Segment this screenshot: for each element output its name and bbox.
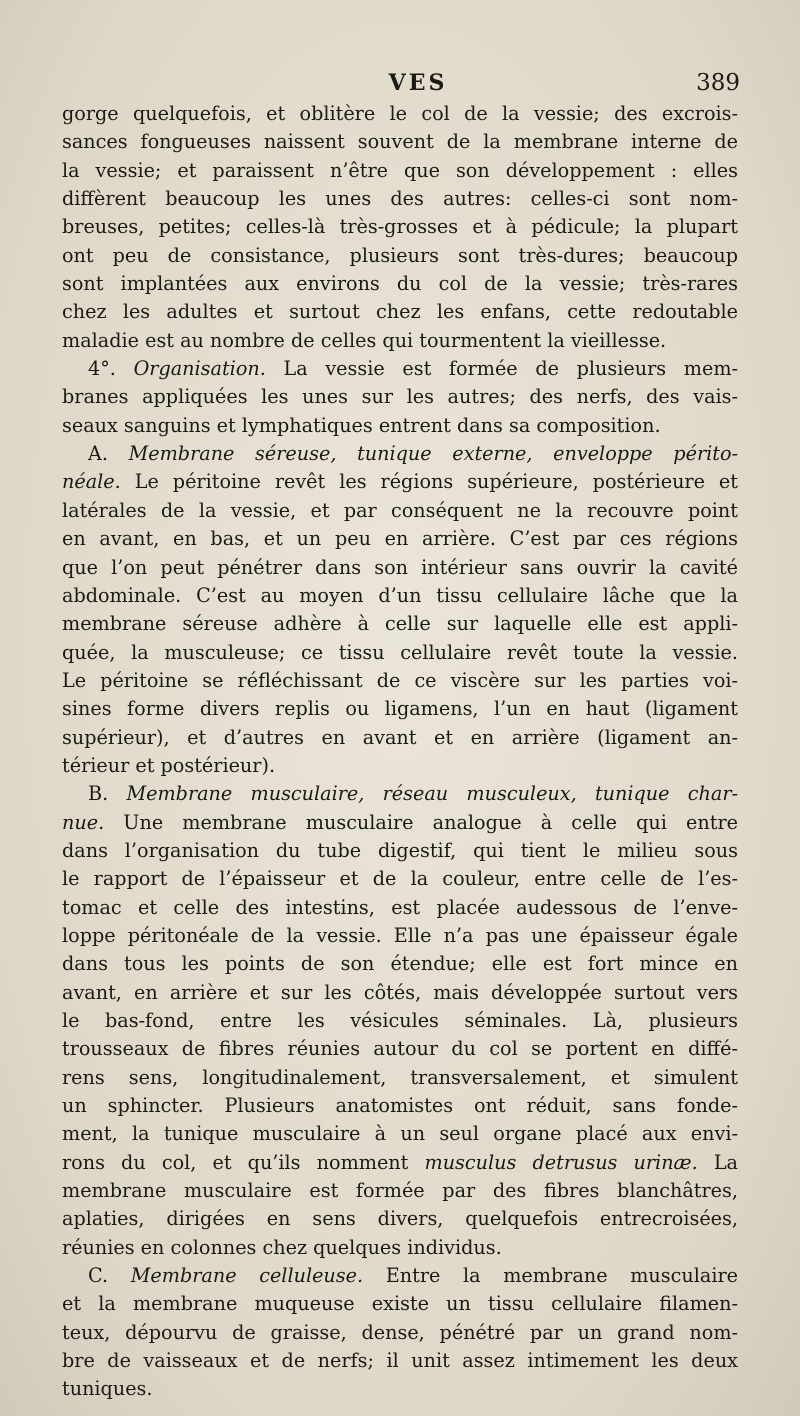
text-segment: ont peu de consistance, plusieurs sont très-dures; beaucoup <box>62 243 738 267</box>
text-line <box>62 213 738 241</box>
text-line <box>62 185 738 213</box>
text-line <box>62 1234 738 1262</box>
text-line <box>62 950 738 978</box>
text-line <box>62 440 738 468</box>
text-line <box>62 327 738 355</box>
text-line <box>62 298 738 326</box>
text-line <box>62 1375 738 1403</box>
text-segment: gorge quelquefois, et oblitère le col de la vessie; des excrois- <box>62 102 738 125</box>
text-segment: sances fongueuses naissent souvent de la membrane interne de <box>62 130 738 154</box>
text-segment: dans tous les points de son étendue; elle est fort mince en <box>62 952 738 976</box>
text-segment: C. <box>88 1264 131 1288</box>
text-segment: Le péritoine revêt les régions supérieure, postérieure et <box>120 470 738 494</box>
text-segment: ment, la tunique musculaire à un seul organe placé aux envi- <box>62 1122 738 1146</box>
text-segment: chez les adultes et surtout chez les enfans, cette redoutable <box>62 300 738 324</box>
text-segment: sines forme divers replis ou ligamens, l’un en haut (ligament <box>62 697 738 721</box>
text-segment: seaux sanguins et lymphatiques entrent dans sa composition. <box>62 413 661 437</box>
text-segment: et la membrane muqueuse existe un tissu cellulaire filamen- <box>62 1292 738 1316</box>
text-line <box>62 979 738 1007</box>
text-line <box>62 554 738 582</box>
text-line <box>62 1064 738 1092</box>
text-segment: Une membrane musculaire analogue à celle qui entre <box>104 810 738 834</box>
text-segment: 4°. <box>88 357 134 381</box>
text-segment: le bas-fond, entre les vésicules séminales. Là, plusieurs <box>62 1009 738 1032</box>
text-segment: trousseaux de fibres réunies autour du col se portent en diffé- <box>62 1037 738 1061</box>
text-segment: abdominale. C’est au moyen d’un tissu cellulaire lâche que la <box>62 583 738 607</box>
text-segment: que l’on peut pénétrer dans son intérieur sans ouvrir la cavité <box>62 555 738 579</box>
text-segment: en avant, en bas, et un peu en arrière. C’est par ces régions <box>62 527 738 551</box>
text-line <box>62 157 738 185</box>
body-text <box>62 100 738 1404</box>
text-segment: sont implantées aux environs du col de la vessie; très-rares <box>62 272 738 296</box>
text-line <box>62 1262 738 1290</box>
text-segment: B. <box>88 782 127 806</box>
text-line <box>62 270 738 298</box>
text-segment: diffèrent beaucoup les unes des autres: celles-ci sont nom- <box>62 187 738 211</box>
text-line <box>62 1092 738 1120</box>
text-line <box>62 525 738 553</box>
text-segment: aplaties, dirigées en sens divers, quelquefois entrecroisées, <box>62 1207 738 1231</box>
text-segment: breuses, petites; celles-là très-grosses et à pédicule; la plupart <box>62 215 738 239</box>
text-segment: tuniques. <box>62 1377 153 1401</box>
text-segment: la vessie; et paraissent n’être que son développement : elles <box>62 158 738 182</box>
text-line <box>62 610 738 638</box>
text-line <box>62 667 738 695</box>
text-line <box>62 355 738 383</box>
text-line <box>62 752 738 780</box>
text-line <box>62 582 738 610</box>
text-segment: rens sens, longitudinalement, transversalement, et simulent <box>62 1065 738 1089</box>
text-line <box>62 100 738 128</box>
italic-text: Membrane séreuse, tunique externe, enveloppe périto- <box>128 442 738 466</box>
text-line <box>62 1347 738 1375</box>
text-line <box>62 1149 738 1177</box>
italic-text: nue. <box>62 810 105 834</box>
text-line <box>62 724 738 752</box>
text-segment: quée, la musculeuse; ce tissu cellulaire revêt toute la vessie. <box>62 640 738 664</box>
text-line <box>62 1120 738 1148</box>
text-line <box>62 837 738 865</box>
page-header <box>60 70 740 102</box>
italic-text: Membrane celluleuse. <box>130 1264 364 1288</box>
text-line <box>62 1205 738 1233</box>
text-segment: avant, en arrière et sur les côtés, mais développée surtout vers <box>62 980 738 1004</box>
text-line <box>62 242 738 270</box>
text-line <box>62 1177 738 1205</box>
text-segment: La <box>697 1150 738 1174</box>
italic-text: musculus detrusus urinæ. <box>424 1150 698 1174</box>
text-segment: dans l’organisation du tube digestif, qui tient le milieu sous <box>62 838 738 862</box>
text-line <box>62 497 738 525</box>
text-segment: maladie est au nombre de celles qui tourmentent la vieillesse. <box>62 328 667 352</box>
text-line <box>62 695 738 723</box>
text-line <box>62 1007 738 1035</box>
text-segment: tomac et celle des intestins, est placée audessous de l’enve- <box>62 895 738 919</box>
italic-text: Membrane musculaire, réseau musculeux, tunique char- <box>126 782 738 806</box>
text-line <box>62 1290 738 1318</box>
text-segment: latérales de la vessie, et par conséquent ne la recouvre point <box>62 498 738 522</box>
italic-text: néale. <box>62 470 121 494</box>
text-line <box>62 865 738 893</box>
text-line <box>62 639 738 667</box>
page-number: 389 <box>696 70 740 96</box>
text-line <box>62 922 738 950</box>
text-segment: réunies en colonnes chez quelques individus. <box>62 1235 502 1259</box>
text-line <box>62 1319 738 1347</box>
text-segment: loppe péritonéale de la vessie. Elle n’a pas une épaisseur égale <box>62 923 738 947</box>
text-line <box>62 809 738 837</box>
text-segment: La vessie est formée de plusieurs mem- <box>265 357 738 381</box>
running-head: VES <box>388 70 448 96</box>
text-segment: rons du col, et qu’ils nomment <box>62 1150 425 1174</box>
text-segment: supérieur), et d’autres en avant et en arrière (ligament an- <box>62 725 738 749</box>
italic-text: Organisation. <box>133 357 266 381</box>
text-segment: térieur et postérieur). <box>62 753 276 777</box>
text-segment: Entre la membrane musculaire <box>363 1264 738 1288</box>
text-line <box>62 780 738 808</box>
text-line <box>62 383 738 411</box>
text-segment: Le péritoine se réfléchissant de ce viscère sur les parties voi- <box>62 668 738 692</box>
text-segment: branes appliquées les unes sur les autres; des nerfs, des vais- <box>62 385 738 409</box>
text-segment: bre de vaisseaux et de nerfs; il unit assez intimement les deux <box>62 1349 738 1373</box>
text-segment: membrane musculaire est formée par des fibres blanchâtres, <box>62 1179 738 1203</box>
text-line <box>62 894 738 922</box>
text-line <box>62 128 738 156</box>
text-line <box>62 1035 738 1063</box>
text-segment: A. <box>88 442 129 466</box>
text-segment: le rapport de l’épaisseur et de la couleur, entre celle de l’es- <box>62 867 738 891</box>
text-line <box>62 412 738 440</box>
text-line <box>62 468 738 496</box>
text-segment: un sphincter. Plusieurs anatomistes ont réduit, sans fonde- <box>62 1094 738 1118</box>
text-segment: teux, dépourvu de graisse, dense, pénétré par un grand nom- <box>62 1320 738 1344</box>
text-segment: membrane séreuse adhère à celle sur laquelle elle est appli- <box>62 612 738 636</box>
